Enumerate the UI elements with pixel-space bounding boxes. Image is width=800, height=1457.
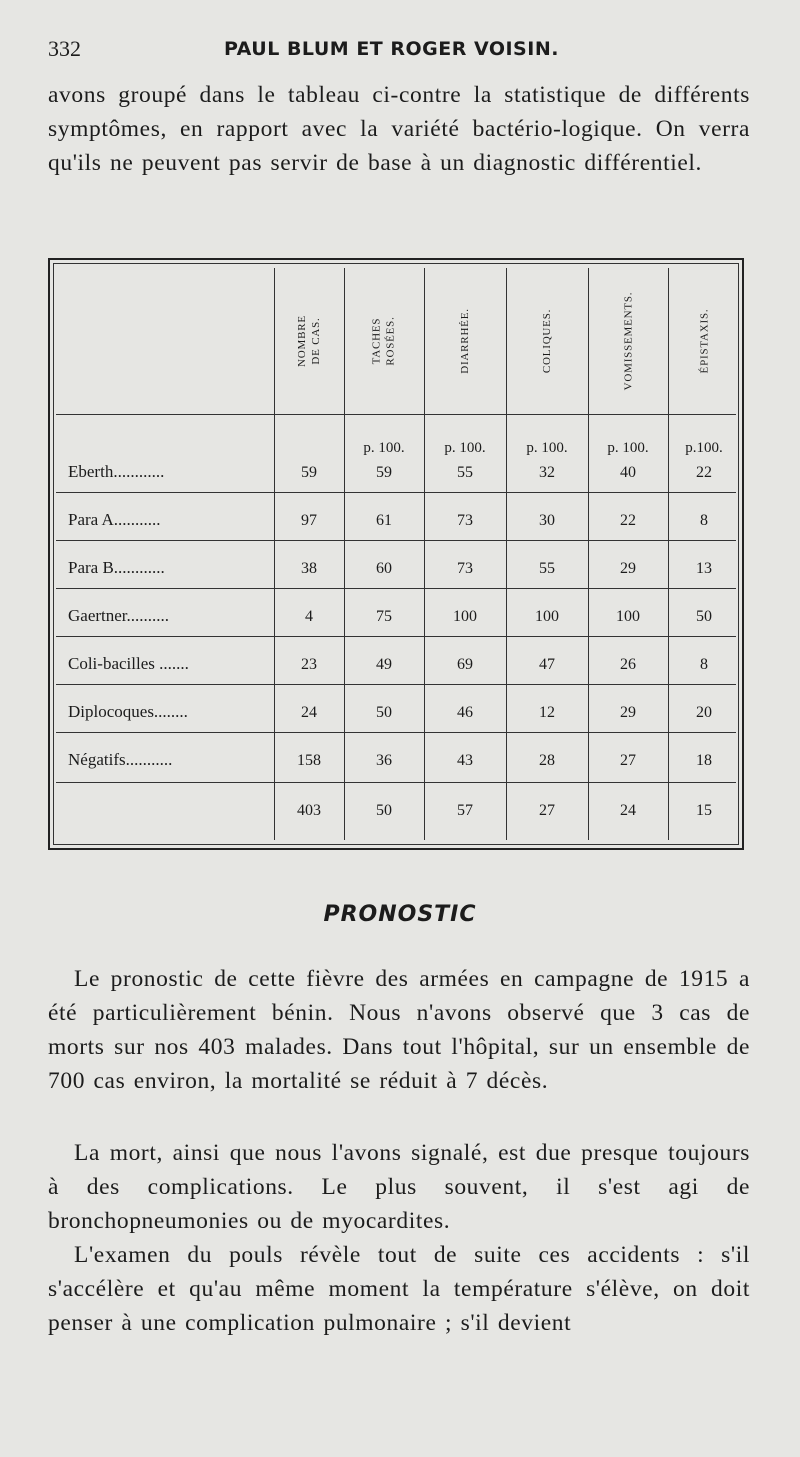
table-cell: 28 [539,752,555,769]
running-title: PAUL BLUM ET ROGER VOISIN. [224,38,559,60]
table-cell: 18 [696,752,712,769]
table-cell: 29 [620,560,636,577]
row-label: Gaertner.......... [68,606,170,625]
row-label: Diplocoques........ [68,702,188,721]
unit-label: p. 100. [526,440,568,456]
unit-label: p. 100. [607,440,649,456]
prognosis-paragraph-1: Le pronostic de cette fièvre des armées en campagne de 1915 a été particulièrement bénin. Nous n'avons observé que 3 cas de morts sur nos 403 malades. Dans tout l'hôpital, sur un ensemble de 700 cas environ, la mortalité se réduit à 7 décès. [48,966,750,1094]
row-label: Para B............ [68,558,165,577]
table-cell: 26 [620,656,636,673]
table-cell: 22 [696,464,712,481]
table-cell: 32 [539,464,555,481]
table-cell: 75 [376,608,392,625]
row-rule [56,540,736,541]
row-rule [56,684,736,685]
table-cell: 24 [301,704,317,721]
table-cell: 40 [620,464,636,481]
table-cell: 100 [535,608,559,625]
table-cell: 100 [616,608,640,625]
row-label: Para A........... [68,510,161,529]
table-cell: 55 [457,464,473,481]
unit-label: p. 100. [363,440,405,456]
table-cell: 8 [700,656,708,673]
row-label: Eberth............ [68,462,165,481]
total-cell: 15 [696,802,712,819]
table-cell: 50 [376,704,392,721]
row-label: Coli-bacilles ....... [68,654,189,673]
total-cell: 403 [297,802,321,819]
total-cell: 24 [620,802,636,819]
table-cell: 12 [539,704,555,721]
table-cell: 47 [539,656,555,673]
total-cell: 50 [376,802,392,819]
intro-paragraph: avons groupé dans le tableau ci-contre la statistique de différents symptômes, en rapport avec la variété bactério-logique. On verra qu'ils ne peuvent pas servir de base à un diagnostic différentiel. [48,82,750,176]
table-cell: 23 [301,656,317,673]
column-header-diarrhea: DIARRHÉE. [459,308,471,374]
table-cell: 73 [457,512,473,529]
running-head [48,36,758,66]
row-label: Négatifs........... [68,750,173,769]
row-rule [56,782,736,783]
page-number: 332 [48,36,81,61]
table-cell: 50 [696,608,712,625]
row-rule [56,588,736,589]
table-cell: 13 [696,560,712,577]
section-title: PRONOSTIC [323,902,477,927]
table-cell: 8 [700,512,708,529]
row-rule [56,732,736,733]
column-header-rose-spots: TACHES ROSÉES. [371,316,397,366]
table-cell: 69 [457,656,473,673]
table-cell: 43 [457,752,473,769]
table-cell: 36 [376,752,392,769]
table-cell: 49 [376,656,392,673]
table-cell: 46 [457,704,473,721]
row-rule [56,636,736,637]
statistics-table [48,258,744,850]
unit-label: p.100. [685,440,723,456]
table-cell: 60 [376,560,392,577]
column-header-colic: COLIQUES. [541,308,553,374]
table-cell: 97 [301,512,317,529]
prognosis-paragraph-2: La mort, ainsi que nous l'avons signalé, est due presque toujours à des complications. Le plus souvent, il s'est agi de bronchopneumonies ou de myocardites. [48,1140,750,1234]
row-rule [56,492,736,493]
column-header-vomiting: VOMISSEMENTS. [622,291,634,391]
column-header-epistaxis: ÉPISTAXIS. [698,308,710,374]
table-cell: 29 [620,704,636,721]
table-cell: 73 [457,560,473,577]
prognosis-paragraph-3: L'examen du pouls révèle tout de suite ces accidents : s'il s'accélère et qu'au même moment la température s'élève, on doit penser à une complication pulmonaire ; s'il devient [48,1242,750,1336]
table-cell: 38 [301,560,317,577]
column-header-cases: NOMBRE DE CAS. [296,315,322,367]
table-cell: 158 [297,752,321,769]
table-cell: 20 [696,704,712,721]
total-cell: 27 [539,802,555,819]
table-cell: 59 [376,464,392,481]
table-cell: 55 [539,560,555,577]
table-cell: 4 [305,608,313,625]
header-rule [56,414,736,415]
table-cell: 100 [453,608,477,625]
table-cell: 22 [620,512,636,529]
table-cell: 61 [376,512,392,529]
table-cell: 30 [539,512,555,529]
unit-label: p. 100. [444,440,486,456]
table-cell: 27 [620,752,636,769]
total-cell: 57 [457,802,473,819]
table-cell: 59 [301,464,317,481]
